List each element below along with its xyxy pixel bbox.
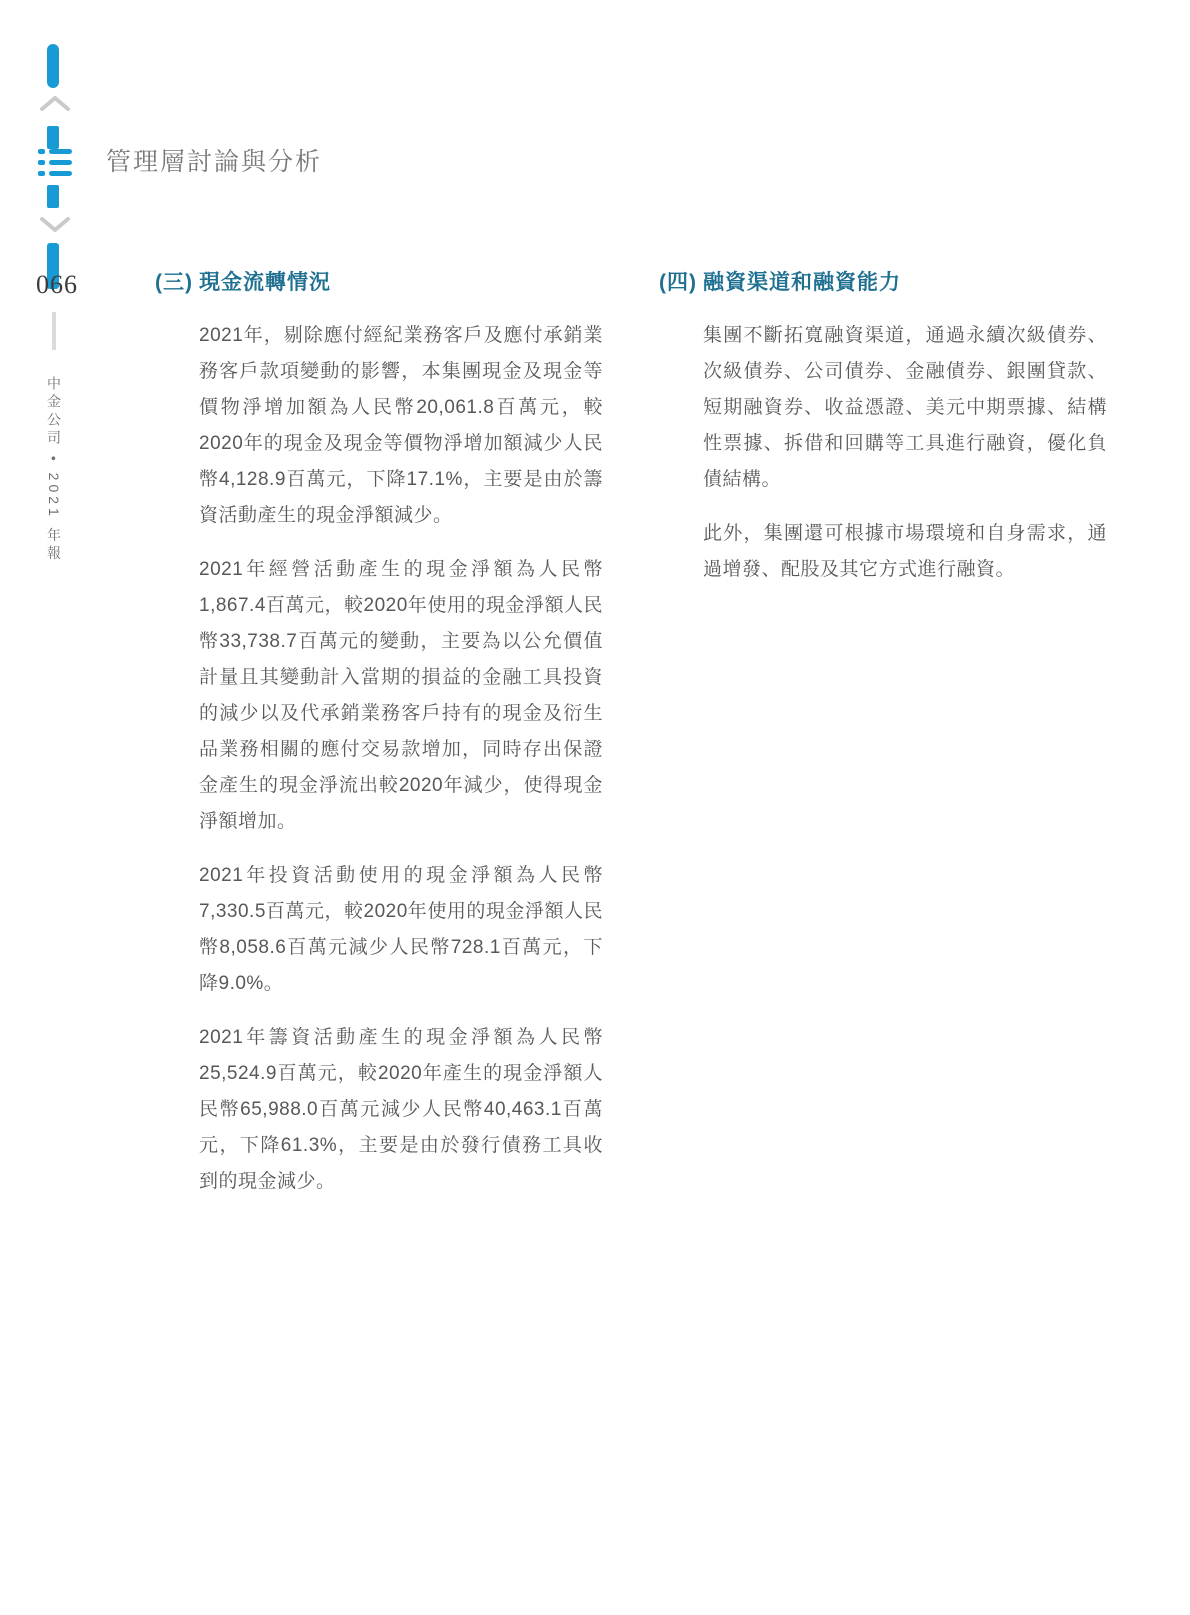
section-body bbox=[703, 318, 1107, 588]
section-body bbox=[199, 318, 603, 1200]
menu-list-icon bbox=[38, 149, 72, 176]
section-heading-title: 融資渠道和融資能力 bbox=[703, 271, 901, 294]
paragraph: 2021年，剔除應付經紀業務客戶及應付承銷業務客戶款項變動的影響，本集團現金及現金等價物淨增加額為人民幣20,061.8百萬元，較2020年的現金及現金等價物淨增加額減少人民幣4,128.9百萬元，下降17.1%，主要是由於籌資活動產生的現金淨額減少。 bbox=[199, 325, 603, 526]
paragraph: 2021年經營活動產生的現金淨額為人民幣1,867.4百萬元，較2020年使用的現金淨額人民幣33,738.7百萬元的變動，主要為以公允價值計量且其變動計入當期的損益的金融工具投資的減少以及代承銷業務客戶持有的現金及衍生品業務相關的應付交易款增加，同時存出保證金產生的現金淨流出較2020年減少，使得現金淨額增加。 bbox=[199, 559, 603, 832]
rail-bar-small-lower bbox=[47, 185, 59, 208]
section-heading-prefix: (四) bbox=[659, 271, 697, 294]
rail-bar-small-upper bbox=[47, 126, 59, 149]
rail-bar-top bbox=[47, 44, 59, 88]
chevron-down-icon bbox=[40, 216, 70, 233]
page-number-divider bbox=[52, 312, 56, 350]
section-financing-channels bbox=[659, 266, 1107, 1200]
section-heading-prefix: (三) bbox=[155, 271, 193, 294]
main-content bbox=[155, 266, 1107, 1200]
paragraph: 2021年投資活動使用的現金淨額為人民幣7,330.5百萬元，較2020年使用的現金淨額人民幣8,058.6百萬元減少人民幣728.1百萬元，下降9.0%。 bbox=[199, 865, 603, 994]
chevron-up-icon bbox=[40, 95, 70, 112]
paragraph: 此外，集團還可根據市場環境和自身需求，通過增發、配股及其它方式進行融資。 bbox=[703, 523, 1107, 580]
section-cash-flow bbox=[155, 266, 603, 1200]
section-heading-title: 現金流轉情況 bbox=[199, 271, 331, 294]
edge-label: 中金公司 • 2021 年報 bbox=[46, 376, 62, 564]
page-title: 管理層討論與分析 bbox=[106, 149, 323, 176]
page-number: 066 bbox=[36, 270, 78, 299]
section-heading bbox=[155, 266, 603, 296]
paragraph: 集團不斷拓寬融資渠道，通過永續次級債券、次級債券、公司債券、金融債券、銀團貸款、短期融資券、收益憑證、美元中期票據、結構性票據、拆借和回購等工具進行融資，優化負債結構。 bbox=[703, 325, 1107, 490]
paragraph: 2021年籌資活動產生的現金淨額為人民幣25,524.9百萬元，較2020年產生的現金淨額人民幣65,988.0百萬元減少人民幣40,463.1百萬元，下降61.3%，主要是由於發行債務工具收到的現金減少。 bbox=[199, 1027, 603, 1192]
section-heading bbox=[659, 266, 1107, 296]
